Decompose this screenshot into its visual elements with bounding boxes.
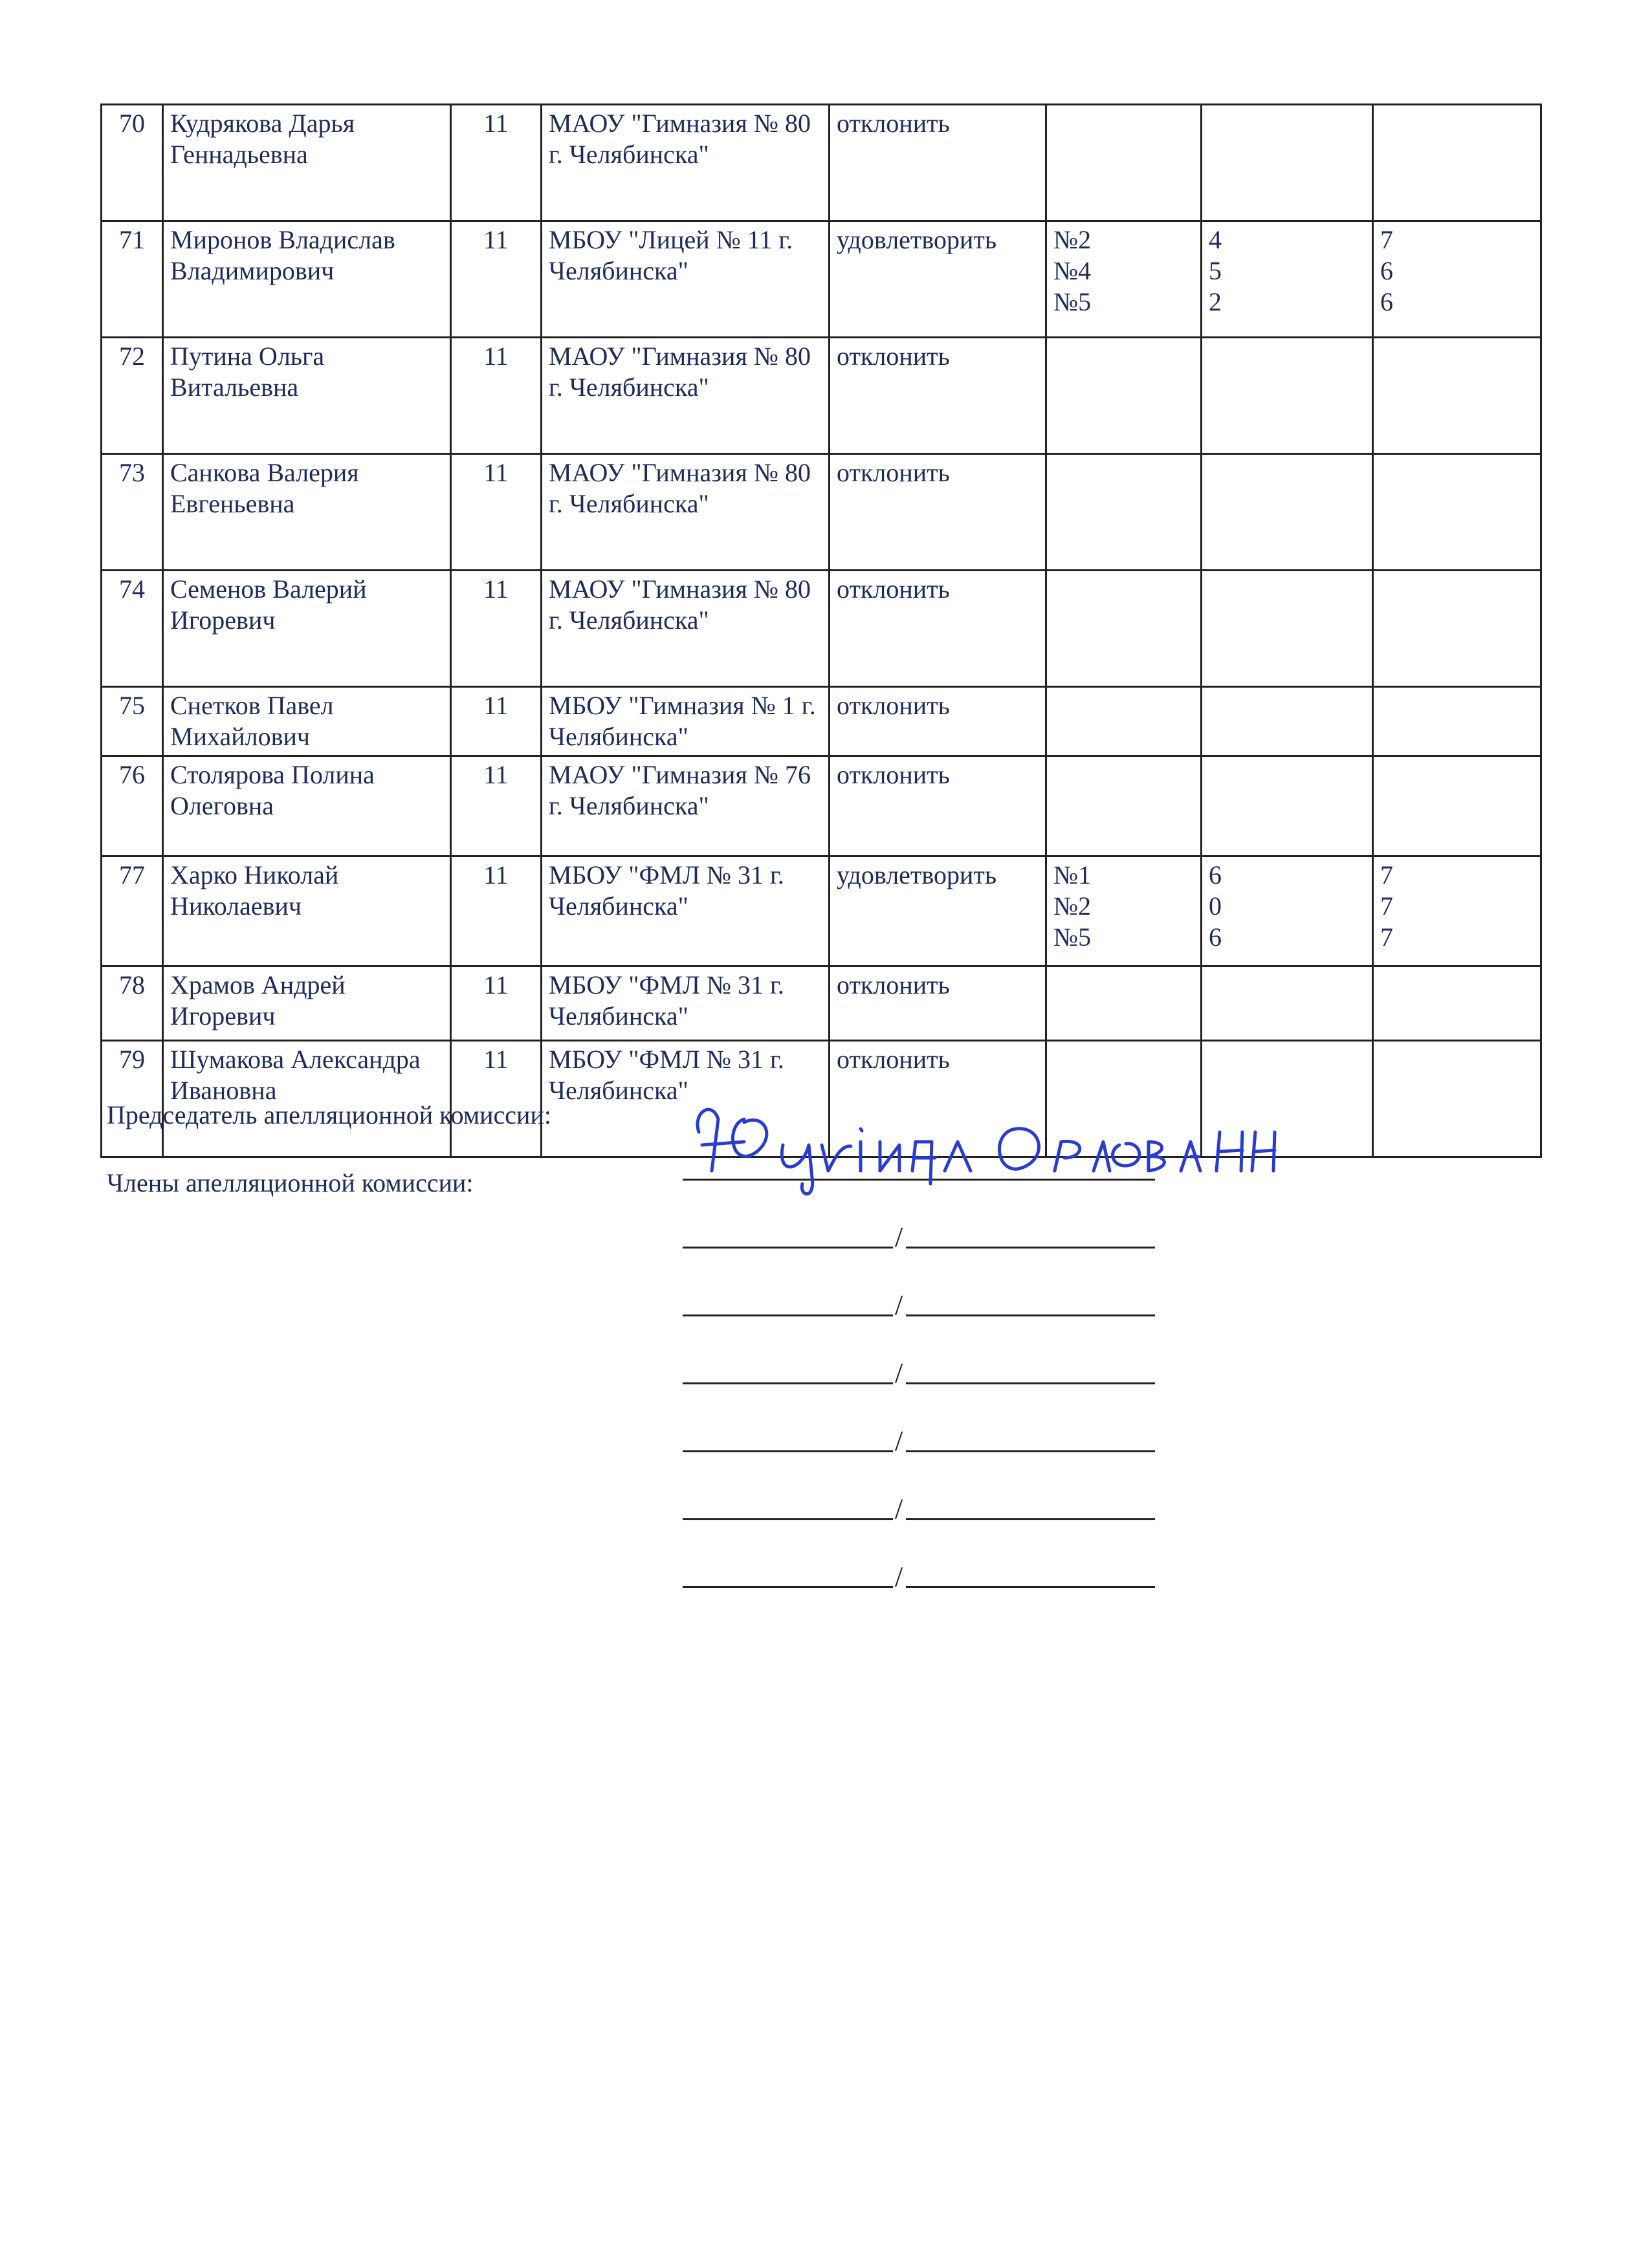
class-cell: 11 [451,221,542,338]
points-after-cell [1373,1041,1541,1157]
task-numbers-cell [1046,105,1202,221]
points-before-cell [1202,571,1373,687]
task-numbers-cell [1046,454,1202,571]
decision-cell: отклонить [830,105,1046,221]
row-number-cell: 72 [102,338,163,454]
class-cell: 11 [451,687,542,756]
school-cell: МАОУ "Гимназия № 76 г. Челябинска" [542,756,830,856]
decision-cell: удовлетворить [830,221,1046,338]
members-label: Члены апелляционной комиссии: [107,1168,474,1197]
class-cell: 11 [451,338,542,454]
points-after-value: 7 [1380,922,1393,952]
table-row [102,571,1541,687]
appeal-results-table [100,104,1542,1158]
school-cell: МАОУ "Гимназия № 80 г. Челябинска" [542,105,830,221]
points-after-cell [1373,338,1541,454]
school-cell: МАОУ "Гимназия № 80 г. Челябинска" [542,454,830,571]
class-cell: 11 [451,571,542,687]
points-before-value: 5 [1209,256,1222,285]
class-cell: 11 [451,856,542,966]
points-before-value: 6 [1209,922,1222,952]
points-before-value: 4 [1209,225,1222,254]
task-numbers-cell [1046,338,1202,454]
participant-name-cell: Храмов Андрей Игоревич [163,966,451,1041]
row-number-cell: 75 [102,687,163,756]
task-number: №5 [1053,922,1092,952]
class-cell: 11 [451,756,542,856]
table-row [102,454,1541,571]
table-row [102,221,1541,338]
task-numbers-cell [1046,687,1202,756]
class-cell: 11 [451,105,542,221]
participant-name-cell: Шумакова Александра Ивановна [163,1041,451,1157]
participant-name-cell: Столярова Полина Олеговна [163,756,451,856]
points-after-cell [1373,454,1541,571]
member-signature-line: / [683,1358,1155,1384]
points-after-value: 6 [1380,256,1393,285]
decision-cell: отклонить [830,687,1046,756]
points-after-cell [1373,756,1541,856]
decision-cell: отклонить [830,454,1046,571]
participant-name-cell: Миронов Владислав Владимирович [163,221,451,338]
points-before-cell [1202,856,1373,966]
school-cell: МБОУ "ФМЛ № 31 г. Челябинска" [542,1041,830,1157]
points-after-cell [1373,221,1541,338]
points-after-value: 7 [1380,891,1393,921]
member-signature-line: / [683,1562,1155,1588]
points-before-cell [1202,454,1373,571]
table-row [102,687,1541,756]
points-before-value: 2 [1209,287,1222,316]
school-cell: МАОУ "Гимназия № 80 г. Челябинска" [542,338,830,454]
task-number: №2 [1053,891,1092,921]
school-cell: МБОУ "Лицей № 11 г. Челябинска" [542,221,830,338]
table-row [102,756,1541,856]
class-cell: 11 [451,966,542,1041]
participant-name-cell: Кудрякова Дарья Геннадьевна [163,105,451,221]
school-cell: МБОУ "ФМЛ № 31 г. Челябинска" [542,966,830,1041]
table-row [102,856,1541,966]
task-number: №1 [1053,860,1092,889]
points-before-value: 6 [1209,860,1222,889]
table-row [102,966,1541,1041]
decision-cell: отклонить [830,966,1046,1041]
table-row [102,105,1541,221]
participant-name-cell: Путина Ольга Витальевна [163,338,451,454]
member-signature-line: / [683,1223,1155,1248]
decision-cell: удовлетворить [830,856,1046,966]
points-after-value: 7 [1380,860,1393,889]
class-cell: 11 [451,1041,542,1157]
points-before-cell [1202,966,1373,1041]
decision-cell: отклонить [830,571,1046,687]
points-before-value: 0 [1209,891,1222,921]
row-number-cell: 79 [102,1041,163,1157]
row-number-cell: 74 [102,571,163,687]
decision-cell: отклонить [830,756,1046,856]
row-number-cell: 71 [102,221,163,338]
participant-name-cell: Снетков Павел Михайлович [163,687,451,756]
member-signature-line: / [683,1426,1155,1452]
task-number: №2 [1053,225,1092,254]
member-signature-line: / [683,1291,1155,1316]
school-cell: МБОУ "ФМЛ № 31 г. Челябинска" [542,856,830,966]
decision-cell: отклонить [830,1041,1046,1157]
participant-name-cell: Семенов Валерий Игоревич [163,571,451,687]
points-before-cell [1202,221,1373,338]
table-row [102,338,1541,454]
school-cell: МАОУ "Гимназия № 80 г. Челябинска" [542,571,830,687]
points-after-cell [1373,571,1541,687]
points-before-cell [1202,105,1373,221]
row-number-cell: 70 [102,105,163,221]
points-before-cell [1202,756,1373,856]
chair-signature [673,1074,1281,1203]
points-after-cell [1373,856,1541,966]
task-numbers-cell [1046,856,1202,966]
member-signature-line: / [683,1494,1155,1520]
task-number: №4 [1053,256,1092,285]
school-cell: МБОУ "Гимназия № 1 г. Челябинска" [542,687,830,756]
task-numbers-cell [1046,571,1202,687]
chair-label: Председатель апелляционной комиссии: [107,1100,551,1129]
task-numbers-cell [1046,756,1202,856]
table-body [102,105,1541,1157]
points-before-cell [1202,687,1373,756]
row-number-cell: 76 [102,756,163,856]
task-numbers-cell [1046,966,1202,1041]
participant-name-cell: Харко Николай Николаевич [163,856,451,966]
points-before-cell [1202,338,1373,454]
points-after-cell [1373,966,1541,1041]
task-numbers-cell [1046,221,1202,338]
points-after-value: 7 [1380,225,1393,254]
row-number-cell: 77 [102,856,163,966]
participant-name-cell: Санкова Валерия Евгеньевна [163,454,451,571]
class-cell: 11 [451,454,542,571]
row-number-cell: 73 [102,454,163,571]
points-after-cell [1373,687,1541,756]
task-number: №5 [1053,287,1092,316]
points-after-value: 6 [1380,287,1393,316]
row-number-cell: 78 [102,966,163,1041]
points-after-cell [1373,105,1541,221]
decision-cell: отклонить [830,338,1046,454]
